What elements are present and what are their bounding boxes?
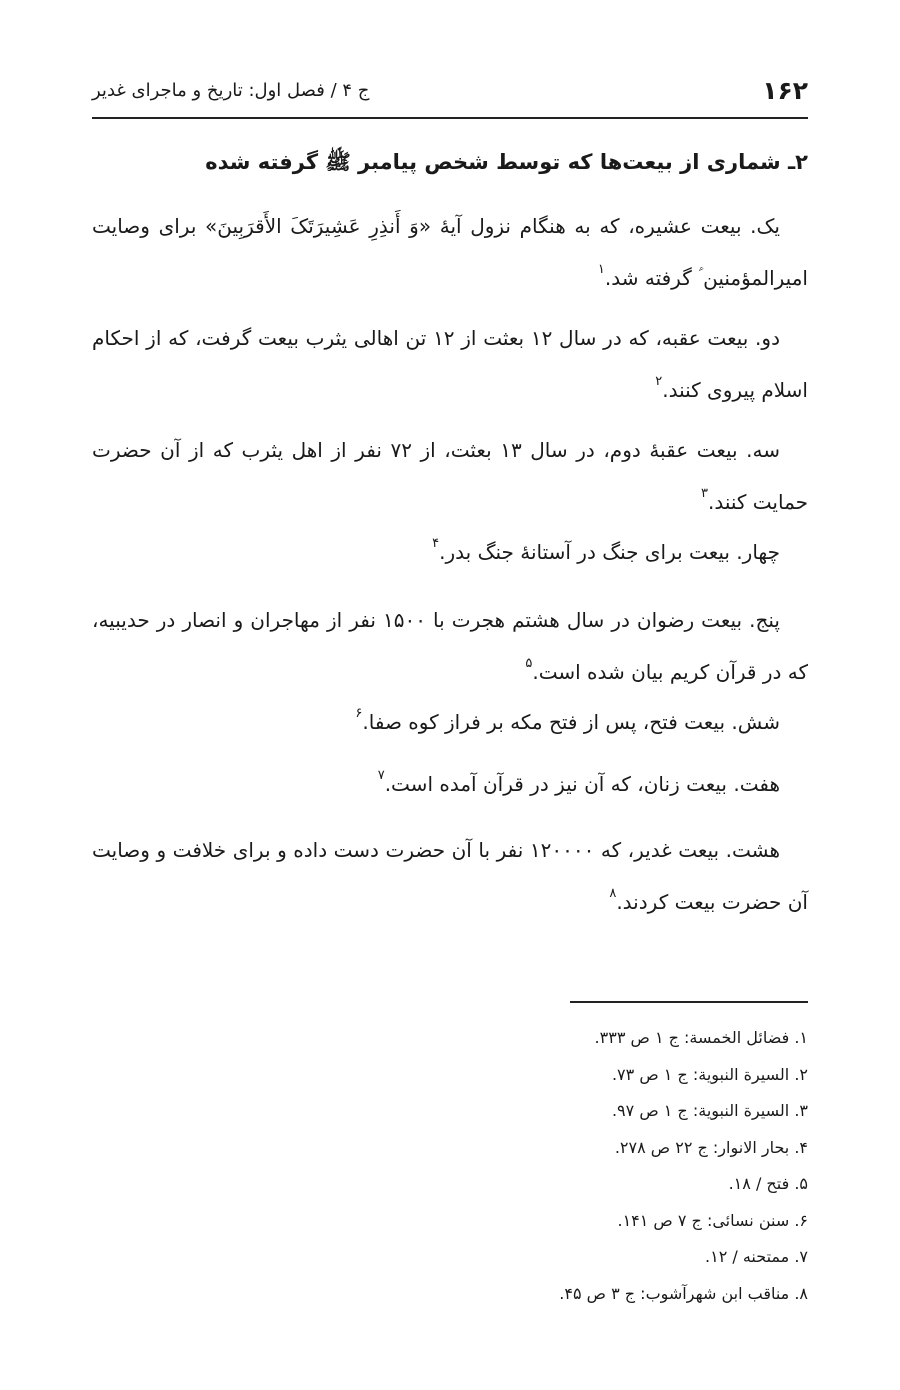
footnote-item: ۱. فضائل الخمسة: ج ۱ ص ۳۳۳. (594, 1028, 808, 1047)
footnote-reference: ۶ (355, 706, 363, 721)
footnote-reference: ۵ (525, 656, 533, 671)
footnote-reference: ۴ (432, 536, 440, 551)
footnote-item: ۸. مناقب ابن شهرآشوب: ج ۳ ص ۴۵. (559, 1283, 808, 1303)
footnotes-list (92, 1020, 808, 1312)
section-heading: ۲ـ شماری از بیعت‌ها که توسط شخص پیامبر ﷺ گرفته شده (205, 150, 808, 174)
paragraph-item: سه. بیعت عقبهٔ دوم، در سال ۱۳ بعثت، از ۷۲ نفر از اهل یثرب که از آن حضرت حمایت کنند.$^۳$ (92, 438, 808, 514)
footnote-reference: ۲ (655, 374, 663, 389)
footnote-item: ۳. السيرة النبوية: ج ۱ ص ۹۷. (611, 1101, 808, 1120)
page-number: ۱۶۲ (762, 75, 808, 105)
paragraph-item: هفت. بیعت زنان، که آن نیز در قرآن آمده است.$^۷$ (377, 768, 780, 796)
paragraph-item: هشت. بیعت غدیر، که ۱۲۰۰۰۰ نفر با آن حضرت دست داده و برای خلافت و وصایت آن حضرت بیعت کردند.$^۸$ (92, 838, 808, 914)
footnote-item: ۷. ممتحنه / ۱۲. (705, 1247, 808, 1266)
paragraph-item: شش. بیعت فتح، پس از فتح مکه بر فراز کوه صفا.$^۶$ (355, 706, 780, 734)
paragraph-item: چهار. بیعت برای جنگ در آستانهٔ جنگ بدر.$^۴$ (432, 536, 780, 564)
running-title: ج ۴ / فصل اول: تاریخ و ماجرای غدیر (92, 79, 370, 101)
paragraph-item: یک. بیعت عشیره، که به هنگام نزول آیهٔ «وَ أَنذِرِ عَشِیرَتَکَ الأَقرَبِینَ» برای وصایت امیرالمؤمنین ؑ گرفته شد.$^۱$ (92, 214, 808, 290)
footnote-divider (570, 1001, 808, 1003)
footnote-reference: ۱ (597, 262, 605, 277)
footnote-reference: ۸ (609, 886, 617, 901)
footnote-item: ۵. فتح / ۱۸. (728, 1174, 808, 1193)
footnote-reference: ۷ (377, 768, 385, 783)
footnote-reference: ۳ (700, 486, 708, 501)
paragraph-item: دو. بیعت عقبه، که در سال ۱۲ بعثت از ۱۲ تن اهالی یثرب بیعت گرفت، که از احکام اسلام پیروی کنند.$^۲$ (92, 326, 808, 402)
footnote-item: ۶. سنن نسائی: ج ۷ ص ۱۴۱. (617, 1210, 808, 1230)
paragraph-item: پنج. بیعت رضوان در سال هشتم هجرت با ۱۵۰۰ نفر از مهاجران و انصار در حدیبیه، که در قرآن کریم بیان شده است.$^۵$ (92, 608, 808, 684)
header-divider (92, 117, 808, 119)
page-header (92, 70, 808, 110)
footnote-item: ۲. السيرة النبوية: ج ۱ ص ۷۳. (611, 1064, 808, 1084)
footnote-item: ۴. بحار الانوار: ج ۲۲ ص ۲۷۸. (614, 1137, 808, 1157)
